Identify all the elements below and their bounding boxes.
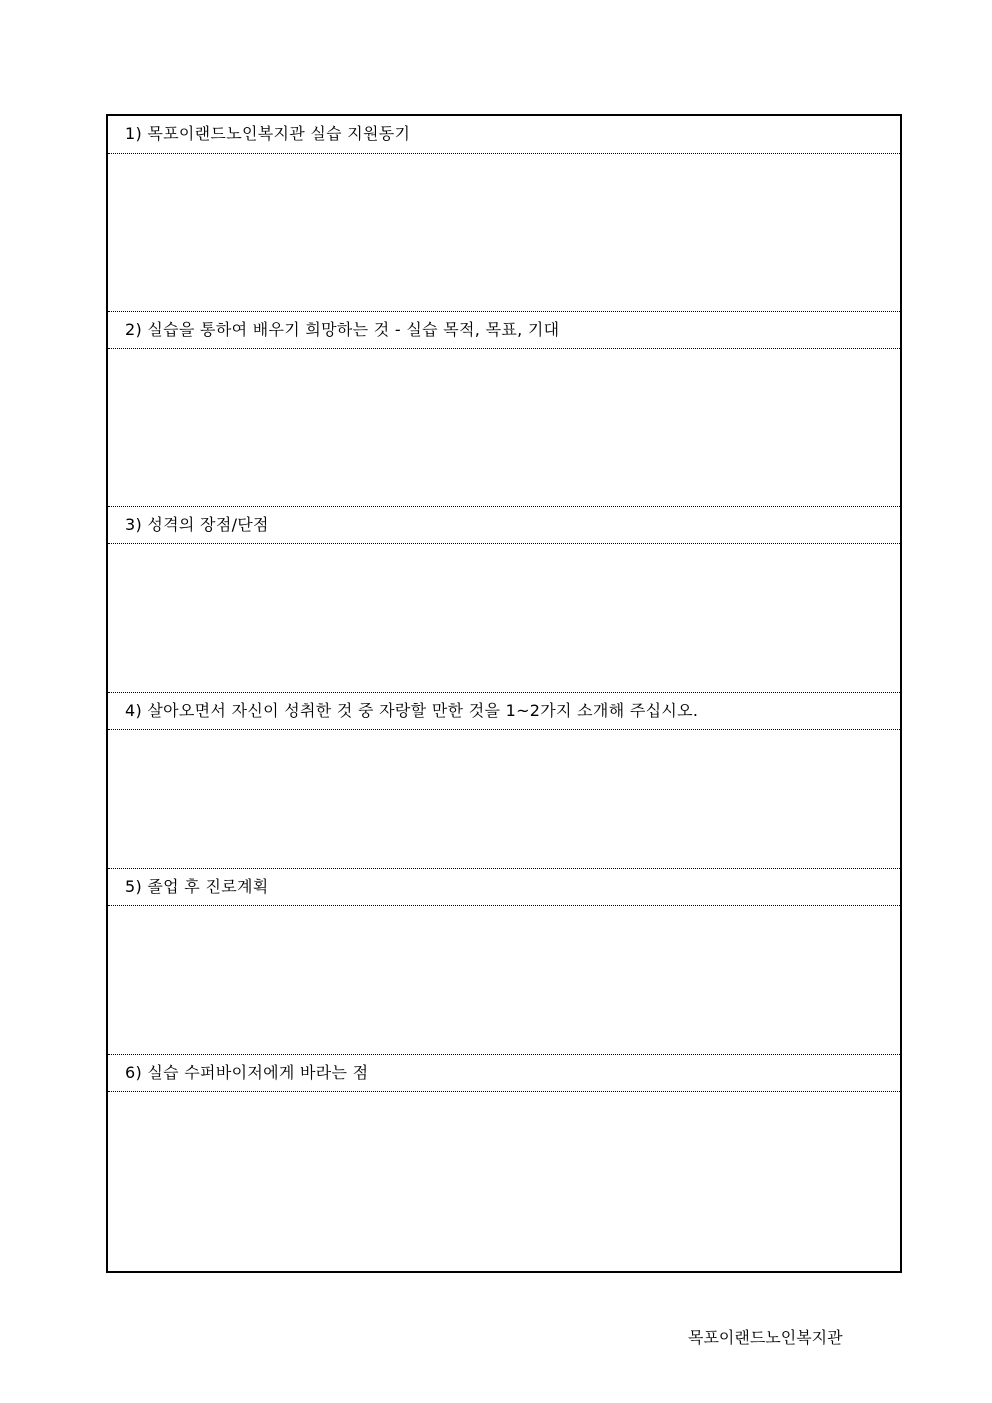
section-title: 3) 성격의 장점/단점 [125,515,269,534]
answer-area[interactable] [108,544,900,692]
section-header [108,116,900,154]
section-title: 2) 실습을 통하여 배우기 희망하는 것 - 실습 목적, 목표, 기대 [125,320,560,339]
section-header [108,1054,900,1092]
section-title: 1) 목포이랜드노인복지관 실습 지원동기 [125,124,411,143]
answer-area[interactable] [108,349,900,505]
answer-area[interactable] [108,154,900,310]
section-title: 4) 살아오면서 자신이 성취한 것 중 자랑할 만한 것을 1~2가지 소개해 주십시오. [125,701,699,720]
section-header [108,868,900,906]
section-header [108,692,900,730]
section-title: 6) 실습 수퍼바이저에게 바라는 점 [125,1063,369,1082]
section-header [108,506,900,544]
section-title: 5) 졸업 후 진로계획 [125,877,269,896]
answer-area[interactable] [108,1092,900,1271]
section-header [108,311,900,349]
footer-organization: 목포이랜드노인복지관 [688,1328,843,1347]
answer-area[interactable] [108,906,900,1054]
answer-area[interactable] [108,730,900,868]
application-form [106,114,902,1273]
